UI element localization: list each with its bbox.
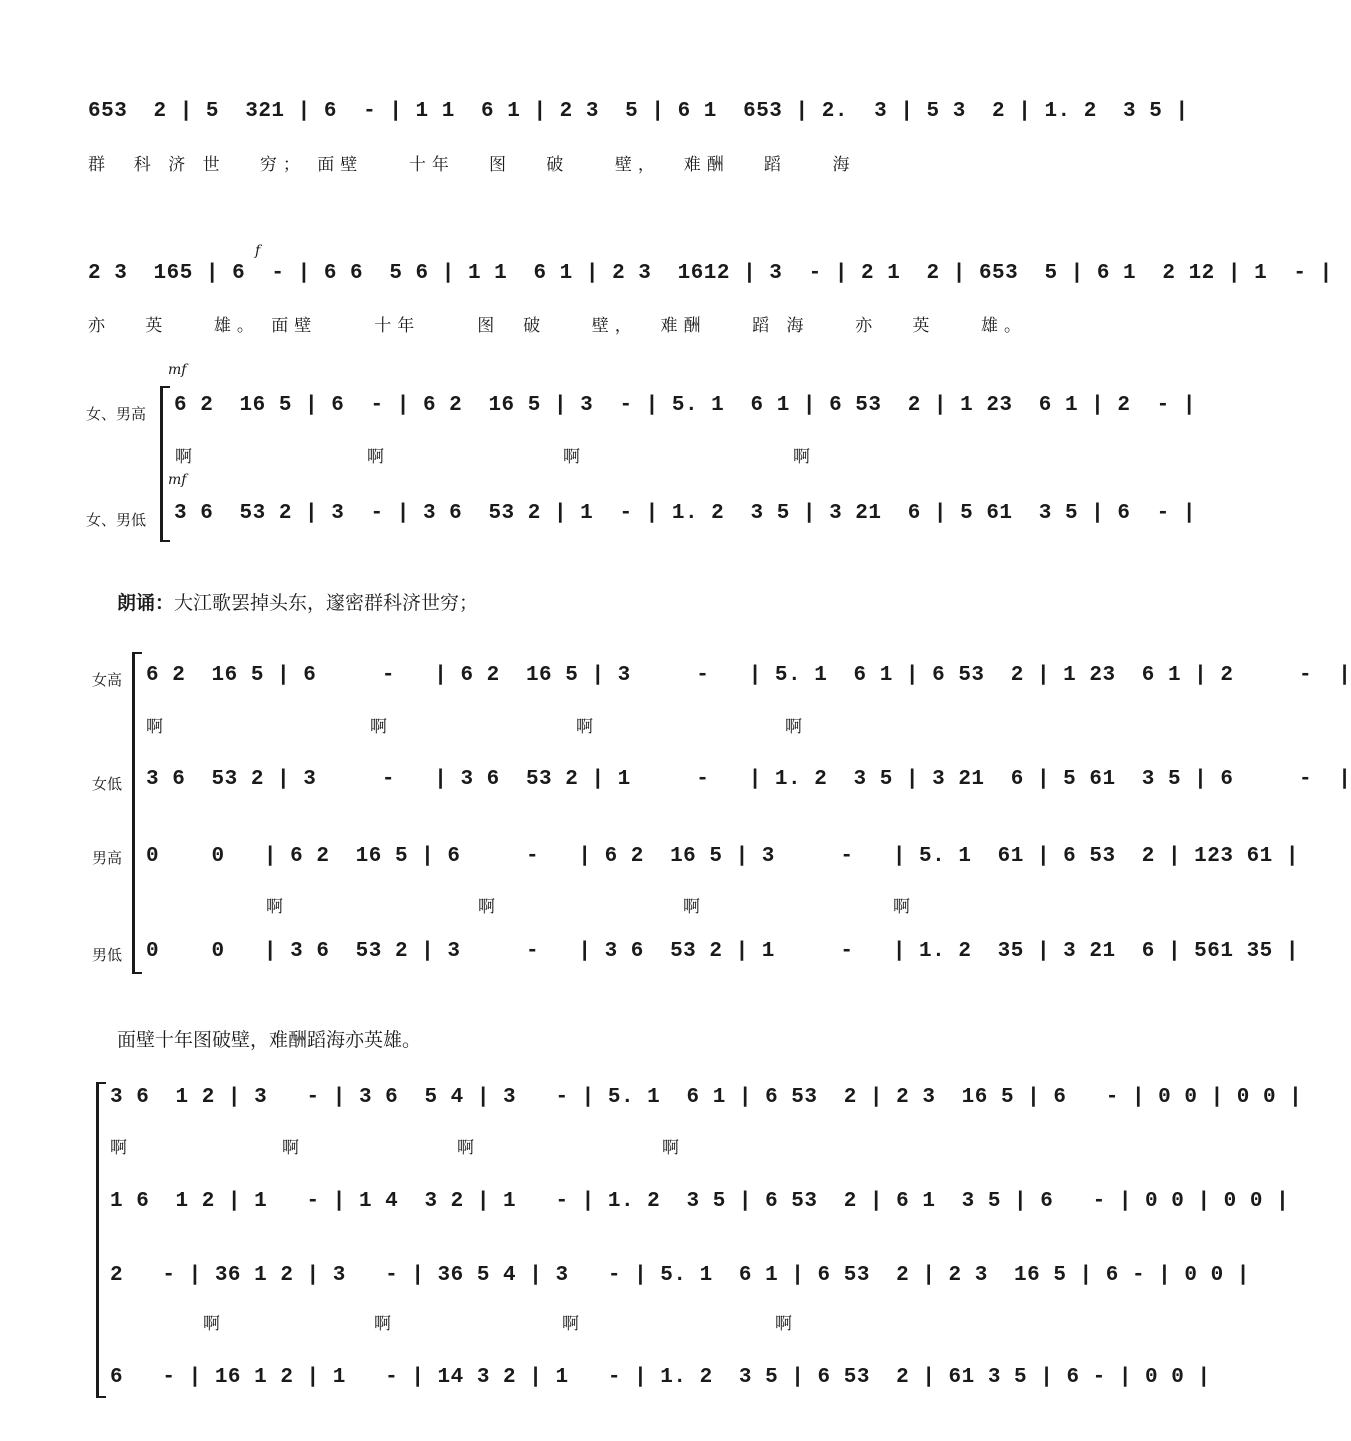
system-5-bracket [96,1082,106,1398]
system-3-upper-label: 女、男高 [86,405,147,423]
system-1-notes-row [0,100,1189,130]
system-4-women-high-lyric-4: 啊 [785,717,808,737]
system-3-upper-lyric-1: 啊 [175,447,198,467]
recitation-2-text: 面壁十年图破壁，难酬蹈海亦英雄。 [117,1029,422,1051]
system-4-women-high-lyrics-row [0,712,1064,742]
system-5-row-2-notes-row [0,1190,1290,1220]
system-5-row-1-notes: 3 6 1 2 | 3 - | 3 6 5 4 | 3 - | 5. 1 6 1 | 6 53 2 | 2 3 16 5 | 6 - | 0 0 | 0 0 | [110,1086,1303,1109]
system-3-upper-lyrics-row [0,442,1064,472]
system-2-lyrics: 亦 英 雄。 面壁 十年 图 破 壁， 难酬 蹈 海 亦 英 雄。 [88,316,1027,336]
system-2-notes-row [0,262,1333,292]
system-3-dynamic-mf-lower: mf [168,472,187,488]
system-5-row-3-lyric-3: 啊 [562,1314,585,1334]
system-3-upper-notes-row [0,394,1196,424]
system-3-upper-lyric-2: 啊 [367,447,390,467]
system-3-upper-notes: 6 2 16 5 | 6 - | 6 2 16 5 | 3 - | 5. 1 6 1 | 6 53 2 | 1 23 6 1 | 2 - | [174,394,1196,417]
recitation-1-text: 大江歌罢掉头东，邃密群科济世穷； [174,592,479,614]
system-4-men-high-label: 男高 [92,849,123,867]
system-5-row-1-lyric-2: 啊 [282,1138,305,1158]
system-4-women-high-lyric-2: 啊 [370,717,393,737]
system-4-women-high-lyric-3: 啊 [576,717,599,737]
system-1-notes: 653 2 | 5 321 | 6 - | 1 1 6 1 | 2 3 5 | 6 1 653 | 2. 3 | 5 3 2 | 1. 2 3 5 | [88,100,1189,123]
system-3-dynamic-mf-upper: mf [168,362,187,378]
system-5-row-3-lyric-4: 啊 [775,1314,798,1334]
system-5-row-1-lyric-3: 啊 [457,1138,480,1158]
system-3-lower-notes: 3 6 53 2 | 3 - | 3 6 53 2 | 1 - | 1. 2 3 5 | 3 21 6 | 5 61 3 5 | 6 - | [174,502,1196,525]
system-3-upper-lyric-4: 啊 [793,447,816,467]
system-5-row-1-lyric-1: 啊 [110,1138,133,1158]
system-3-lower-label: 女、男低 [86,511,147,529]
system-5-row-3-lyrics-row [0,1309,1064,1339]
system-3-upper-lyric-3: 啊 [563,447,586,467]
system-5-row-1-lyrics-row [0,1133,1064,1163]
system-5-row-3-lyric-2: 啊 [374,1314,397,1334]
system-4-men-high-lyric-2: 啊 [478,897,501,917]
system-2-dynamic-f: f [255,243,261,259]
system-4-men-high-notes-row [0,845,1299,875]
system-4-women-high-label: 女高 [92,671,123,689]
system-4-men-low-label: 男低 [92,946,123,964]
system-5-row-1-notes-row [0,1086,1303,1116]
system-5-row-4-notes: 6 - | 16 1 2 | 1 - | 14 3 2 | 1 - | 1. 2 3 5 | 6 53 2 | 61 3 5 | 6 - | 0 0 | [110,1366,1211,1389]
recitation-2 [117,1025,421,1052]
system-4-men-high-lyrics-row [0,892,1064,922]
system-4-men-high-lyric-3: 啊 [683,897,706,917]
system-2-notes: 2 3 165 | 6 - | 6 6 5 6 | 1 1 6 1 | 2 3 1612 | 3 - | 2 1 2 | 653 5 | 6 1 2 12 | 1 - | [88,262,1333,285]
system-5-row-3-notes: 2 - | 36 1 2 | 3 - | 36 5 4 | 3 - | 5. 1 6 1 | 6 53 2 | 2 3 16 5 | 6 - | 0 0 | [110,1264,1250,1287]
system-4-men-high-lyric-1: 啊 [266,897,289,917]
system-1-lyrics: 群 科 济 世 穷； 面壁 十年 图 破 壁， 难酬 蹈 海 [88,155,856,175]
system-1-lyrics-row [0,150,1064,180]
system-2-lyrics-row [0,311,1064,341]
recitation-1 [117,588,478,615]
system-5-row-3-notes-row [0,1264,1250,1294]
system-5-row-2-notes: 1 6 1 2 | 1 - | 1 4 3 2 | 1 - | 1. 2 3 5 | 6 53 2 | 6 1 3 5 | 6 - | 0 0 | 0 0 | [110,1190,1290,1213]
system-4-bracket [132,652,142,974]
system-4-women-low-notes: 3 6 53 2 | 3 - | 3 6 53 2 | 1 - | 1. 2 3 5 | 3 21 6 | 5 61 3 5 | 6 - | [146,768,1351,791]
system-4-men-low-notes: 0 0 | 3 6 53 2 | 3 - | 3 6 53 2 | 1 - | 1. 2 35 | 3 21 6 | 561 35 | [146,940,1299,963]
system-4-women-low-notes-row [0,768,1351,798]
system-4-women-high-notes: 6 2 16 5 | 6 - | 6 2 16 5 | 3 - | 5. 1 6 1 | 6 53 2 | 1 23 6 1 | 2 - | [146,664,1351,687]
system-4-men-high-lyric-4: 啊 [893,897,916,917]
system-5-row-1-lyric-4: 啊 [662,1138,685,1158]
system-4-women-high-notes-row [0,664,1351,694]
system-4-men-low-notes-row [0,940,1299,970]
system-5-row-4-notes-row [0,1366,1211,1396]
system-5-row-3-lyric-1: 啊 [203,1314,226,1334]
system-3-lower-notes-row [0,502,1196,532]
system-4-women-high-lyric-1: 啊 [146,717,169,737]
system-4-women-low-label: 女低 [92,775,123,793]
system-4-men-high-notes: 0 0 | 6 2 16 5 | 6 - | 6 2 16 5 | 3 - | 5. 1 61 | 6 53 2 | 123 61 | [146,845,1299,868]
recitation-label: 朗诵： [117,592,175,614]
